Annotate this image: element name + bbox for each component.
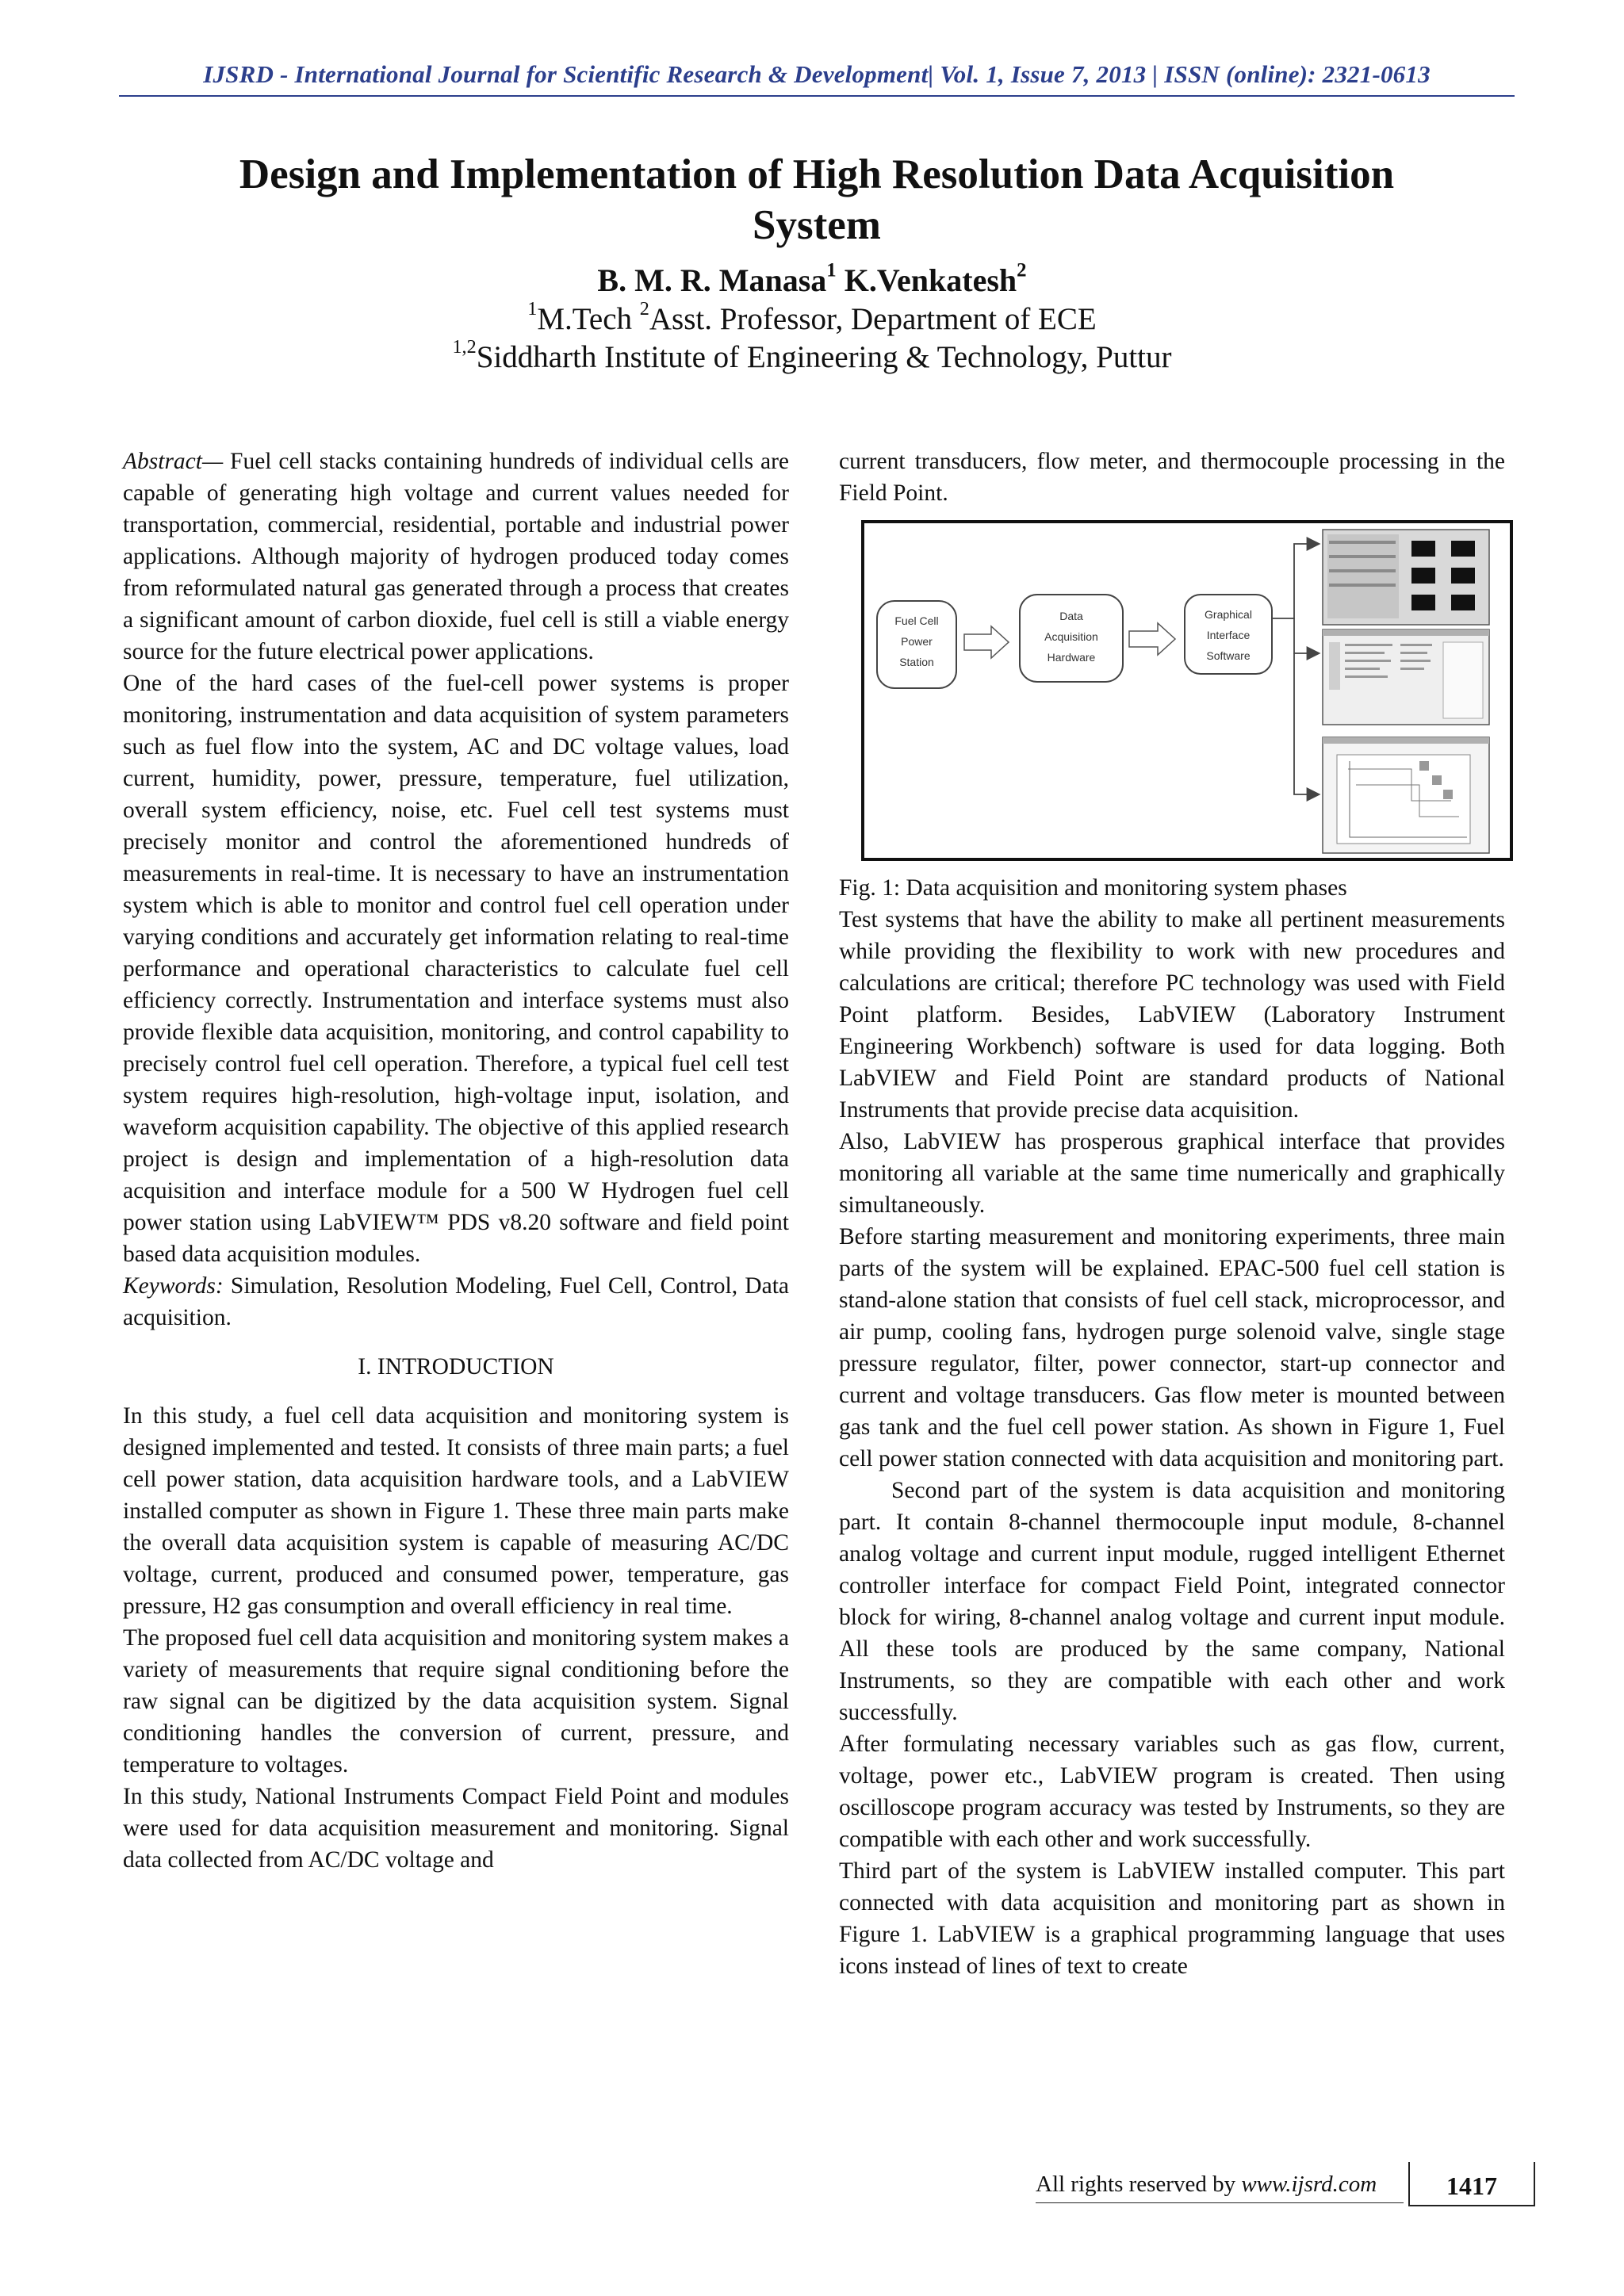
right-paragraph-2: Also, LabVIEW has prosperous graphical interface that provides monitoring all variable at the same time numerically and graphically simultaneously. xyxy=(839,1129,1505,1218)
box2-line1: Data xyxy=(1059,610,1083,622)
connector-bottom xyxy=(1294,653,1318,794)
author-2: K.Venkatesh xyxy=(836,262,1017,298)
affil2-sup: 1,2 xyxy=(452,335,477,358)
intro-paragraph-2: The proposed fuel cell data acquisition and monitoring system makes a variety of measurements that require signal conditioning before the raw signal can be digitized by the data acquisition system. Signal conditioning handles the conversion of current, pressure, and temperature to voltages. xyxy=(123,1625,789,1777)
box2-line2: Acquisition xyxy=(1044,630,1098,643)
affil1-text-1: M.Tech xyxy=(537,302,640,336)
box3-line2: Interface xyxy=(1206,629,1251,641)
box3-line3: Software xyxy=(1206,649,1251,662)
footer-rule xyxy=(1036,2202,1404,2203)
left-column xyxy=(123,446,789,1876)
footer-site-link[interactable]: www.ijsrd.com xyxy=(1241,2172,1377,2197)
right-paragraph-6: Third part of the system is LabVIEW installed computer. This part connected with data acquisition and monitoring part as shown in Figure 1. LabVIEW is a graphical programming language that uses icons instead of lines of text to create xyxy=(839,1858,1505,1979)
affil1-text-2: Asst. Professor, Department of ECE xyxy=(649,302,1097,336)
figure-1 xyxy=(861,520,1513,861)
connector-top xyxy=(1272,544,1318,618)
author-2-sup: 2 xyxy=(1017,259,1027,281)
box3-line1: Graphical xyxy=(1205,608,1252,621)
screenshot-front-panel xyxy=(1323,530,1489,625)
keywords-label: Keywords: xyxy=(123,1273,224,1299)
journal-header: IJSRD - International Journal for Scientific Research & Development| Vol. 1, Issue 7, 2013 | ISSN (online): 2321-0613 xyxy=(203,60,1431,88)
right-paragraph-5: After formulating necessary variables such as gas flow, current, voltage, power etc., LabVIEW program is created. Then using oscilloscope program accuracy was tested by Instruments, so they are compatible with each other and work successfully. xyxy=(839,1732,1505,1852)
right-paragraph-3: Before starting measurement and monitoring experiments, three main parts of the system will be explained. EPAC-500 fuel cell station is stand-alone station that consists of fuel cell stack, microprocessor, and air pump, cooling fans, hydrogen purge solenoid valve, single stage pressure regulator, filter, power connector, start-up connector and current and voltage transducers. Gas flow meter is mounted between gas tank and the fuel cell power station. As shown in Figure 1, Fuel cell power station connected with data acquisition and monitoring part. xyxy=(839,1224,1505,1471)
affiliation-line-1 xyxy=(0,297,1624,337)
header-rule xyxy=(119,95,1515,97)
affil1-sup-1: 1 xyxy=(527,297,538,320)
screenshot-block-diagram xyxy=(1323,629,1489,725)
intro-paragraph-3: In this study, National Instruments Compact Field Point and modules were used for data acquisition measurement and monitoring. Signal data collected from AC/DC voltage and xyxy=(123,1784,789,1873)
arrow-1 xyxy=(964,626,1009,658)
keywords-paragraph xyxy=(123,1270,789,1334)
intro-paragraph-1: In this study, a fuel cell data acquisition and monitoring system is designed implemented and tested. It consists of three main parts; a fuel cell power station, data acquisition hardware tools, and a LabVIEW installed computer as shown in Figure 1. These three main parts make the overall data acquisition system is capable of measuring AC/DC voltage, current, produced and consumed power, temperature, gas pressure, H2 gas consumption and overall efficiency in real time. xyxy=(123,1403,789,1619)
box1-line2: Power xyxy=(901,635,933,648)
figure-1-diagram xyxy=(864,523,1510,858)
abstract-paragraph xyxy=(123,446,789,668)
connector-middle xyxy=(1294,618,1318,653)
right-paragraph-0: current transducers, flow meter, and thermocouple processing in the Field Point. xyxy=(839,449,1505,506)
box1-line3: Station xyxy=(899,656,934,668)
footer-prefix: All rights reserved by xyxy=(1036,2172,1242,2197)
affil1-sup-2: 2 xyxy=(639,297,649,320)
right-paragraph-4: Second part of the system is data acquisition and monitoring part. It contain 8-channel thermocouple input module, 8-channel analog voltage and current input module, rugged intelligent Ethernet controller interface for compact Field Point, integrated connector block for wiring, 8-channel analog voltage and current input module. All these tools are produced by the same company, National Instruments, so they are compatible with each other and work successfully. xyxy=(839,1478,1505,1725)
page-number: 1417 xyxy=(1408,2162,1535,2206)
abstract-label: Abstract— xyxy=(123,449,224,474)
affil2-text: Siddharth Institute of Engineering & Technology, Puttur xyxy=(476,340,1172,374)
author-1: B. M. R. Manasa xyxy=(597,262,827,298)
affiliation-line-2 xyxy=(0,335,1624,375)
footer-rights xyxy=(1036,2172,1377,2198)
section-heading-introduction: I. INTRODUCTION xyxy=(358,1354,554,1380)
right-column xyxy=(839,446,1505,1982)
figure-1-caption: Fig. 1: Data acquisition and monitoring system phases xyxy=(839,875,1347,901)
author-1-sup: 1 xyxy=(826,259,837,281)
paper-title: Design and Implementation of High Resolution Data Acquisition System xyxy=(239,151,1395,248)
keywords-text: Simulation, Resolution Modeling, Fuel Cell, Control, Data acquisition. xyxy=(123,1273,789,1330)
box1-line1: Fuel Cell xyxy=(894,614,939,627)
box2-line3: Hardware xyxy=(1047,651,1096,664)
abstract-paragraph-2: One of the hard cases of the fuel-cell power systems is proper monitoring, instrumentation and data acquisition of system parameters such as fuel flow into the system, AC and DC voltage values, load current, humidity, power, pressure, temperature, fuel utilization, overall system efficiency, noise, etc. Fuel cell test systems must precisely monitor and control the aforementioned hundreds of measurements in real-time. It is necessary to have an instrumentation system which is able to monitor and control fuel cell operation under varying conditions and accurately get information relating to real-time performance and operational characteristics to calculate fuel cell efficiency correctly. Instrumentation and interface systems must also provide flexible data acquisition, monitoring, and control capability to precisely control fuel cell operation. Therefore, a typical fuel cell test system requires high-resolution, high-voltage input, isolation, and waveform acquisition capability. The objective of this applied research project is design and implementation of a high-resolution data acquisition and interface module for a 500 W Hydrogen fuel cell power station using LabVIEW™ PDS v8.20 software and field point based data acquisition modules. xyxy=(123,671,789,1267)
arrow-2 xyxy=(1129,623,1175,655)
abstract-text: Fuel cell stacks containing hundreds of individual cells are capable of generating high voltage and current values needed for transportation, commercial, residential, portable and industrial power applications. Although majority of hydrogen produced today comes from reformulated natural gas generated through a process that creates a significant amount of carbon dioxide, fuel cell is still a viable energy source for the future electrical power applications. xyxy=(123,449,789,664)
authors-line xyxy=(0,259,1624,299)
right-paragraph-1: Test systems that have the ability to make all pertinent measurements while providing the flexibility to work with new procedures and calculations are critical; therefore PC technology was used with Field Point platform. Besides, LabVIEW (Laboratory Instrument Engineering Workbench) software is used for data logging. Both LabVIEW and Field Point are standard products of National Instruments that provide precise data acquisition. xyxy=(839,907,1505,1123)
screenshot-wiring xyxy=(1323,737,1489,853)
